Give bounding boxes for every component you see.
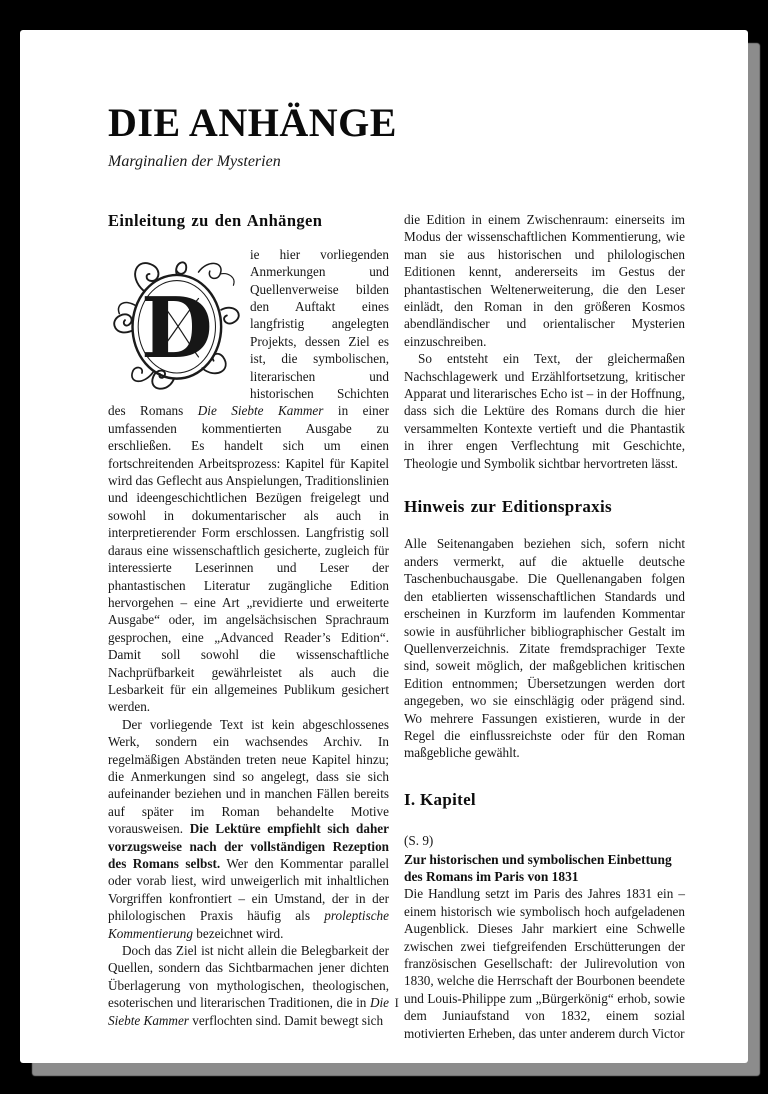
book-page	[20, 30, 748, 1063]
paragraph-archiv: Der vorliegende Text ist kein abgeschlossenes Werk, sondern ein wachsendes Archiv. In regelmäßigen Abständen treten neue Kapitel hinzu; die Anmerkungen sind so angelegt, dass sie sich aufeinander beziehen und in manchen Fällen bereits auf später im Roman behandelte Motive vorausweisen. Die Lektüre empfiehlt sich daher vorzugsweise nach der vollständigen Rezeption des Romans selbst. Wer den Kommentar parallel oder vorab liest, wird unweigerlich mit inhaltlichen Vorgriffen konfrontiert – ein Umstand, der in der philologischen Praxis häufig als proleptische Kommentierung bezeichnet wird.	[108, 716, 389, 941]
page-reference: (S. 9)	[404, 833, 434, 849]
right-column	[404, 211, 685, 1042]
page-title: DIE ANHÄNGE	[108, 100, 397, 145]
paragraph-nachschlagewerk: So entsteht ein Text, der gleichermaßen Nachschlagewerk und Erzählfortsetzung, kritischer Apparat und literarisches Echo ist – in der Hoffnung, dass sich die Lektüre des Romans durch die hier versammelten Kontexte vertieft und die Phantastik in ihrer engen Verflechtung mit Geschichte, Theologie und Symbolik sichtbar hervortreten lässt.	[404, 351, 685, 471]
entry-subheading: Zur historischen und symbolischen Einbettung des Romans im Paris von 1831	[404, 851, 672, 884]
paragraph-intro	[108, 246, 389, 716]
dropcap-letter: D	[140, 278, 213, 377]
paragraph-handlung: Die Handlung setzt im Paris des Jahres 1831 ein – einem historisch wie symbolisch hoch aufgeladenen Augenblick. Dieses Jahr markiert eine Schwelle zwischen zwei tiefgreifenden Erschütterungen der französischen Gesellschaft: der Julirevolution von 1830, welche die Herrschaft der Bourbonen beendete und Louis-Philippe zum „Bürgerkönig“ erhob, sowie dem Juniaufstand von 1832, einem sozial motivierten Erheben, das unter anderem durch Victor	[404, 886, 685, 1041]
left-column	[108, 211, 389, 1042]
section-heading-editionspraxis: Hinweis zur Editionspraxis	[404, 497, 612, 517]
paragraph-intro-text: ie hier vorliegenden Anmerkungen und Quellenverweise bilden den Auftakt eines langfristig angelegten Projekts, dessen Ziel es ist, die symbolischen, literarischen und historischen Schichten des Romans Die Siebte Kammer in einer umfassenden kommentierten Ausgabe zu erschließen. Es handelt sich um einen fortschreitenden Arbeitsprozess: Kapitel für Kapitel wird das Geflecht aus Anspielungen, Traditionslinien und ideengeschichtlichen Bezügen freigelegt und sowohl in dokumentarischer als auch in interpretierender Form erschlossen. Langfristig soll daraus eine wissenschaftlich gesicherte, zugleich für interessierte Leserinnen und Leser der phantastischen Literatur zugängliche Edition hervorgehen – eine Art „revidierte und erweiterte Ausgabe“ oder, im angelsächsischen Sprachraum gesprochen, eine „Advanced Reader’s Edition“. Damit soll sowohl die wissenschaftliche Nachprüfbarkeit gewährleistet als auch die Lesbarkeit für ein allgemeines Publikum gesichert werden.	[108, 246, 389, 715]
section-heading-kapitel-1: I. Kapitel	[404, 789, 476, 809]
ornamental-dropcap-d-icon	[108, 249, 240, 397]
page-number: I	[394, 996, 400, 1010]
section-heading-einleitung: Einleitung zu den Anhängen	[108, 211, 323, 230]
two-column-layout	[108, 211, 686, 1042]
paragraph-zwischenraum: die Edition in einem Zwischenraum: einerseits im Modus der wissenschaftlichen Kommentierung, wie man sie aus historischen und philologischen Editionen kennt, andererseits im Gestus der phantastischen Weltenerweiterung, die den Leser einlädt, den Roman in den größeren Kosmos abendländischer und orientalischer Mysterien einzuschreiben.	[404, 212, 685, 349]
paragraph-ziel: Doch das Ziel ist nicht allein die Belegbarkeit der Quellen, sondern das Sichtbarmachen jener dichten Überlagerung von mythologischen, theologischen, esoterischen und literarischen Traditionen, die in Die Siebte Kammer verflochten sind. Damit bewegt sich	[108, 943, 389, 1028]
paragraph-seitenangaben: Alle Seitenangaben beziehen sich, sofern nicht anders vermerkt, auf die aktuelle deutsche Taschenbuchausgabe. Die Quellenangaben folgen den etablierten wissenschaftlichen Standards und erscheinen in Kurzform im laufenden Kommentar sowie in ausführlicher bibliographischer Gestalt im Quellenverzeichnis. Zitate fremdsprachiger Texte sind, soweit möglich, der maßgeblichen kritischen Edition entnommen; Übersetzungen werden dort angegeben, wo sie einschlägig oder prägend sind. Wo mehrere Fassungen existieren, wurde in der Regel die einflussreichste oder für den Roman maßgebliche gewählt.	[404, 536, 685, 761]
page-subtitle: Marginalien der Mysterien	[108, 153, 281, 170]
